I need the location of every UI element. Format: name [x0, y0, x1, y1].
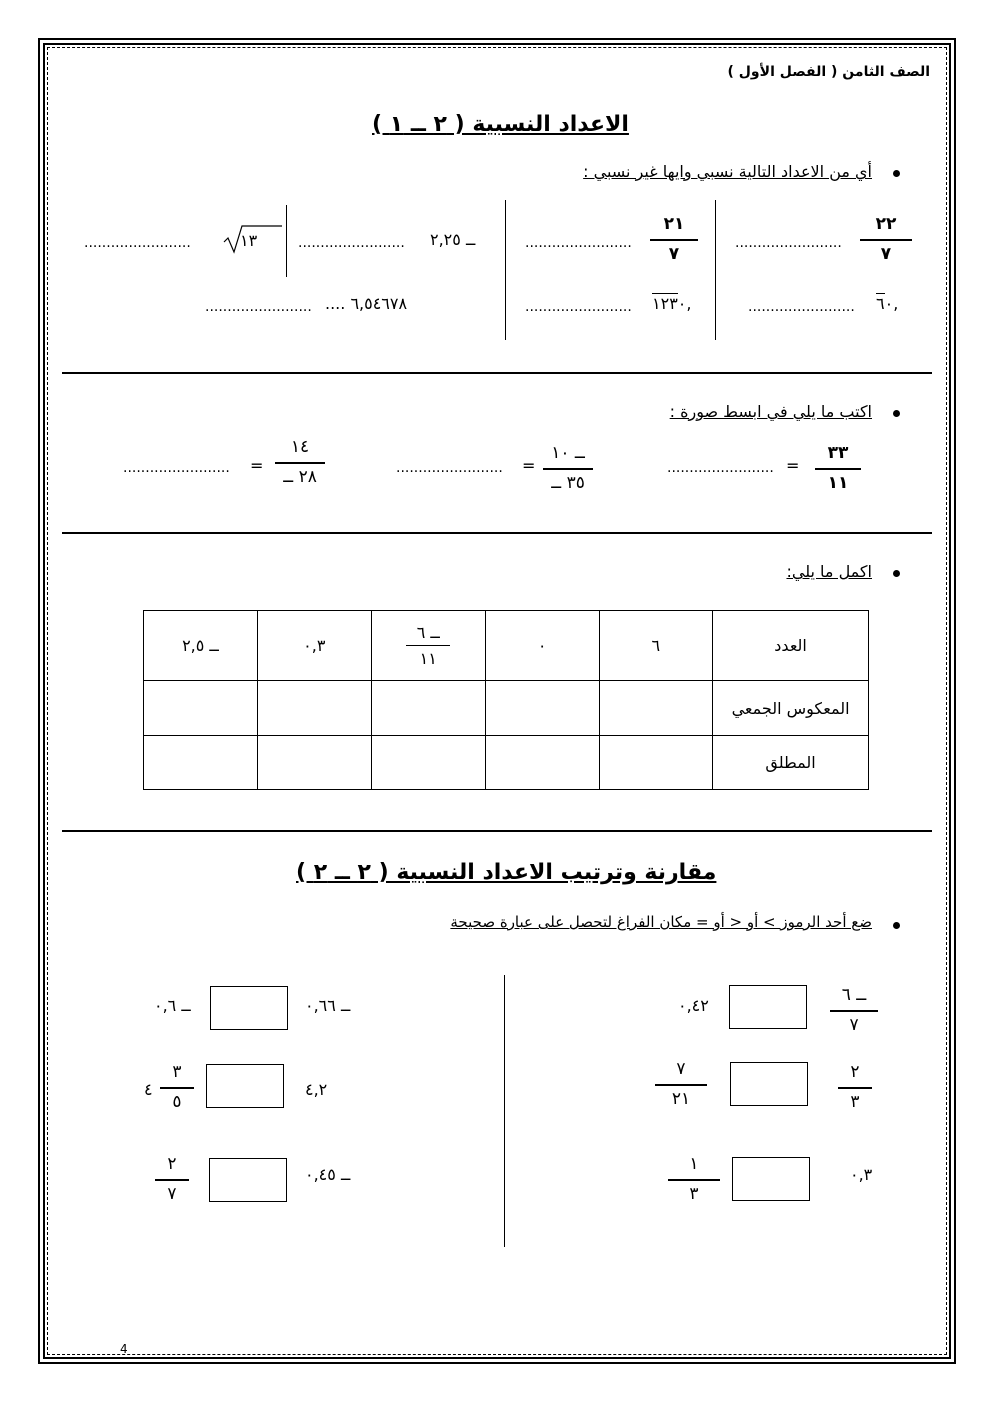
answer-box[interactable]: [209, 1158, 287, 1202]
answer-cell[interactable]: [599, 681, 713, 736]
answer-blank[interactable]: ........................: [205, 299, 312, 315]
answer-cell[interactable]: [599, 736, 713, 790]
answer-box[interactable]: [206, 1064, 284, 1108]
sqrt-value: ١٣: [240, 231, 258, 250]
answer-cell[interactable]: [144, 736, 258, 790]
fraction: ــ ٦ ١١: [406, 623, 450, 669]
number: ٦,٥٤٦٧٨ ....: [325, 294, 408, 313]
numbers-table: [143, 610, 869, 790]
fraction: ٢ ٣: [838, 1063, 872, 1111]
answer-cell[interactable]: [371, 736, 485, 790]
answer-cell[interactable]: [485, 736, 599, 790]
divider: [505, 200, 506, 340]
fraction: ١ ٣: [668, 1155, 720, 1203]
fraction: ٢ ٧: [155, 1155, 189, 1203]
answer-blank[interactable]: ........................: [396, 460, 503, 476]
answer-blank[interactable]: ........................: [84, 235, 191, 251]
section3-instruction: اكمل ما يلي:: [786, 562, 872, 581]
number: ــ ٠,٦: [154, 996, 191, 1015]
answer-cell[interactable]: [371, 681, 485, 736]
fraction: ٢١ ٧: [650, 215, 698, 263]
divider: [286, 205, 287, 277]
answer-box[interactable]: [729, 985, 807, 1029]
number: ــ ٠,٤٥: [305, 1165, 351, 1184]
answer-cell[interactable]: [257, 736, 371, 790]
row-header: المعكوس الجمعي: [713, 681, 869, 736]
answer-box[interactable]: [210, 986, 288, 1030]
fraction: ــ ١٠ ٣٥ ــ: [543, 444, 593, 492]
number: ــ ٢,٢٥: [430, 230, 476, 249]
section-divider: [62, 532, 932, 534]
bullet-icon: [893, 570, 900, 577]
answer-box[interactable]: [730, 1062, 808, 1106]
section4-title: مقارنة وترتيب الاعداد النسبية ( ٢ ــ ٢ ): [296, 860, 717, 885]
number: ٠,٤٢: [678, 996, 709, 1015]
answer-box[interactable]: [732, 1157, 810, 1201]
number: ٠,٣: [850, 1165, 873, 1184]
fraction: ٢٢ ٧: [860, 215, 912, 263]
fraction: ٧ ٢١: [655, 1060, 707, 1108]
table-cell: ٠: [485, 611, 599, 681]
answer-cell[interactable]: [485, 681, 599, 736]
answer-blank[interactable]: ........................: [667, 460, 774, 476]
page-number: 4: [120, 1342, 128, 1356]
fraction: ١٤ ٢٨ ــ: [275, 438, 325, 486]
answer-blank[interactable]: ........................: [748, 299, 855, 315]
grade-label: الصف الثامن ( الفصل الأول ): [727, 64, 930, 80]
answer-blank[interactable]: ........................: [735, 235, 842, 251]
section4-instruction: ضع أحد الرموز > أو < أو = مكان الفراغ لتحصل على عبارة صحيحة: [450, 913, 872, 931]
answer-cell[interactable]: [257, 681, 371, 736]
bullet-icon: [893, 410, 900, 417]
row-header: المطلق: [713, 736, 869, 790]
section-divider: [62, 830, 932, 832]
table-cell: ــ ٢,٥: [144, 611, 258, 681]
fraction: ــ ٦ ٧: [830, 986, 878, 1034]
repeating-decimal: ١٢٣٠,: [652, 294, 692, 313]
equals-sign: =: [250, 456, 264, 475]
equals-sign: =: [786, 456, 800, 475]
answer-blank[interactable]: ........................: [525, 235, 632, 251]
fraction: ٣٣ ١١: [815, 444, 861, 492]
repeating-decimal: ٦٠,: [876, 294, 899, 313]
divider: [504, 975, 505, 1247]
table-row: [144, 681, 869, 736]
section1-instruction: أي من الاعداد التالية نسبي وايها غير نسبي :: [583, 162, 872, 181]
mixed-whole: ٤: [144, 1080, 153, 1099]
answer-blank[interactable]: ........................: [298, 235, 405, 251]
table-row: [144, 611, 869, 681]
divider: [715, 200, 716, 340]
answer-blank[interactable]: ........................: [123, 460, 230, 476]
answer-cell[interactable]: [144, 681, 258, 736]
bullet-icon: [893, 170, 900, 177]
answer-blank[interactable]: ........................: [525, 299, 632, 315]
fraction: ٣ ٥: [160, 1063, 194, 1111]
table-cell: ٦: [599, 611, 713, 681]
row-header: العدد: [713, 611, 869, 681]
section-divider: [62, 372, 932, 374]
number: ٤,٢: [305, 1080, 328, 1099]
table-row: [144, 736, 869, 790]
section1-title: الاعداد النسبية ( ٢ ــ ١ ): [372, 112, 629, 137]
number: ــ ٠,٦٦: [305, 996, 351, 1015]
table-cell: ٠,٣: [257, 611, 371, 681]
table-cell: [371, 611, 485, 681]
equals-sign: =: [522, 456, 536, 475]
bullet-icon: [893, 922, 900, 929]
section2-instruction: اكتب ما يلي في ابسط صورة :: [669, 402, 872, 421]
